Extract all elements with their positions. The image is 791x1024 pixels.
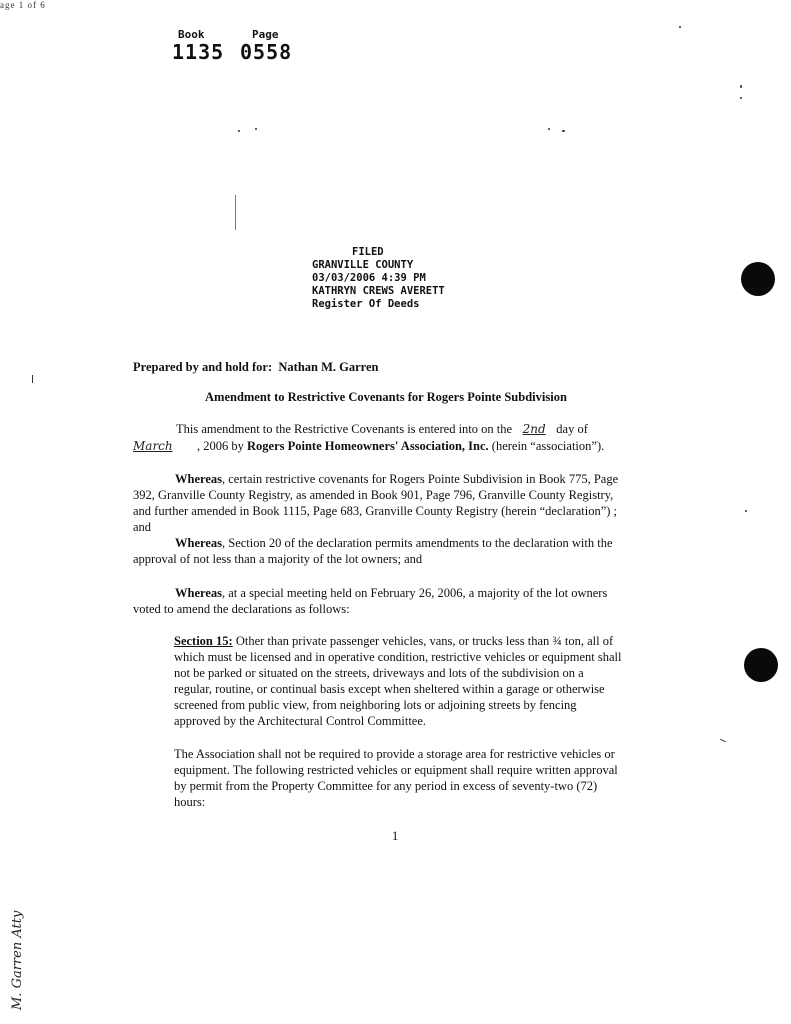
scan-speck [679,26,681,28]
section-15-line-6: approved by the Architectural Control Committee. [174,714,427,728]
punch-hole [744,648,778,682]
whereas-1-line-3: and further amended in Book 1115, Page 683, Granville County Registry (herein “declaration”) ; [133,504,618,518]
association-line-3: by permit from the Property Committee for any period in excess of seventy-two (72) [174,779,598,793]
page-fragment-header: age 1 of 6 [0,0,46,10]
scan-mark [235,195,236,230]
intro-line-2 [133,438,604,454]
punch-hole [741,262,775,296]
book-number: 1135 [172,40,225,64]
whereas-1-line-2: 392, Granville County Registry, as amended in Book 901, Page 796, Granville County Registry, [133,488,614,502]
section-15-line-3: not be parked or situated on the streets, driveways and lots of the subdivision on a [174,666,584,680]
handwritten-day: 2nd [522,422,546,436]
whereas-3-lead: Whereas [175,586,222,600]
intro-text-c: , 2006 by [197,439,244,453]
whereas-2-text-1: , Section 20 of the declaration permits amendments to the declaration with the [222,536,613,550]
filed-stamp [312,246,445,311]
whereas-1-line-4: and [133,520,152,534]
whereas-1-line-1 [175,471,618,487]
association-line-4: hours: [174,795,206,809]
scan-mark [720,739,726,742]
scan-speck [238,130,240,132]
intro-text-b: day of [556,422,588,436]
whereas-1-text-1: , certain restrictive covenants for Rogers Pointe Subdivision in Book 775, Page [222,472,619,486]
stamp-datetime: 03/03/2006 4:39 PM [312,272,426,284]
section-15-line-5: screened from public view, from neighboring lots or adjoining streets by fencing [174,698,577,712]
whereas-3-line-1 [175,585,607,601]
handwritten-margin-note: M. Garren Atty [10,910,25,1010]
scan-speck [255,128,257,130]
section-15-line-4: regular, routine, or continual basis except when sheltered within a garage or otherwise [174,682,605,696]
scan-mark [32,375,33,383]
stamp-register-title: Register Of Deeds [312,298,420,310]
intro-text-a: This amendment to the Restrictive Covenants is entered into on the [176,422,513,436]
stamp-county: GRANVILLE COUNTY [312,259,414,271]
whereas-3-line-2: voted to amend the declarations as follows: [133,602,350,616]
stamp-filed: FILED [352,246,384,258]
association-line-1: The Association shall not be required to provide a storage area for restrictive vehicles or [174,747,615,761]
prepared-by-label: Prepared by and hold for: [133,360,273,374]
whereas-3-text-1: , at a special meeting held on February 26, 2006, a majority of the lot owners [222,586,608,600]
association-name: Rogers Pointe Homeowners' Association, Inc. [247,439,489,453]
stamp-register-name: KATHRYN CREWS AVERETT [312,285,445,297]
page-number-recorded: 0558 [240,40,293,64]
intro-text-d: (herein “association”). [491,439,605,453]
page-label: Page [252,28,279,41]
section-15-line-1 [174,633,613,649]
whereas-2-line-2: approval of not less than a majority of the lot owners; and [133,552,423,566]
whereas-2-line-1 [175,535,613,551]
section-15-text-1: Other than private passenger vehicles, vans, or trucks less than ¾ ton, all of [232,634,614,648]
scan-speck [740,85,742,88]
section-15-label: Section 15: [174,634,233,648]
handwritten-month: March [133,439,173,453]
prepared-by-name: Nathan M. Garren [278,360,379,374]
whereas-1-lead: Whereas [175,472,222,486]
book-label: Book [178,28,205,41]
scan-speck [562,130,565,132]
scan-speck [740,97,742,99]
document-title: Amendment to Restrictive Covenants for Rogers Pointe Subdivision [205,390,567,404]
intro-line-1 [176,421,588,437]
association-line-2: equipment. The following restricted vehicles or equipment shall require written approval [174,763,618,777]
whereas-2-lead: Whereas [175,536,222,550]
scan-speck [745,510,747,512]
scan-speck [548,128,550,130]
prepared-by-line [133,359,379,375]
section-15-line-2: which must be licensed and in operative condition, restrictive vehicles or equipment shall [174,650,622,664]
page-footer-number: 1 [392,829,399,843]
